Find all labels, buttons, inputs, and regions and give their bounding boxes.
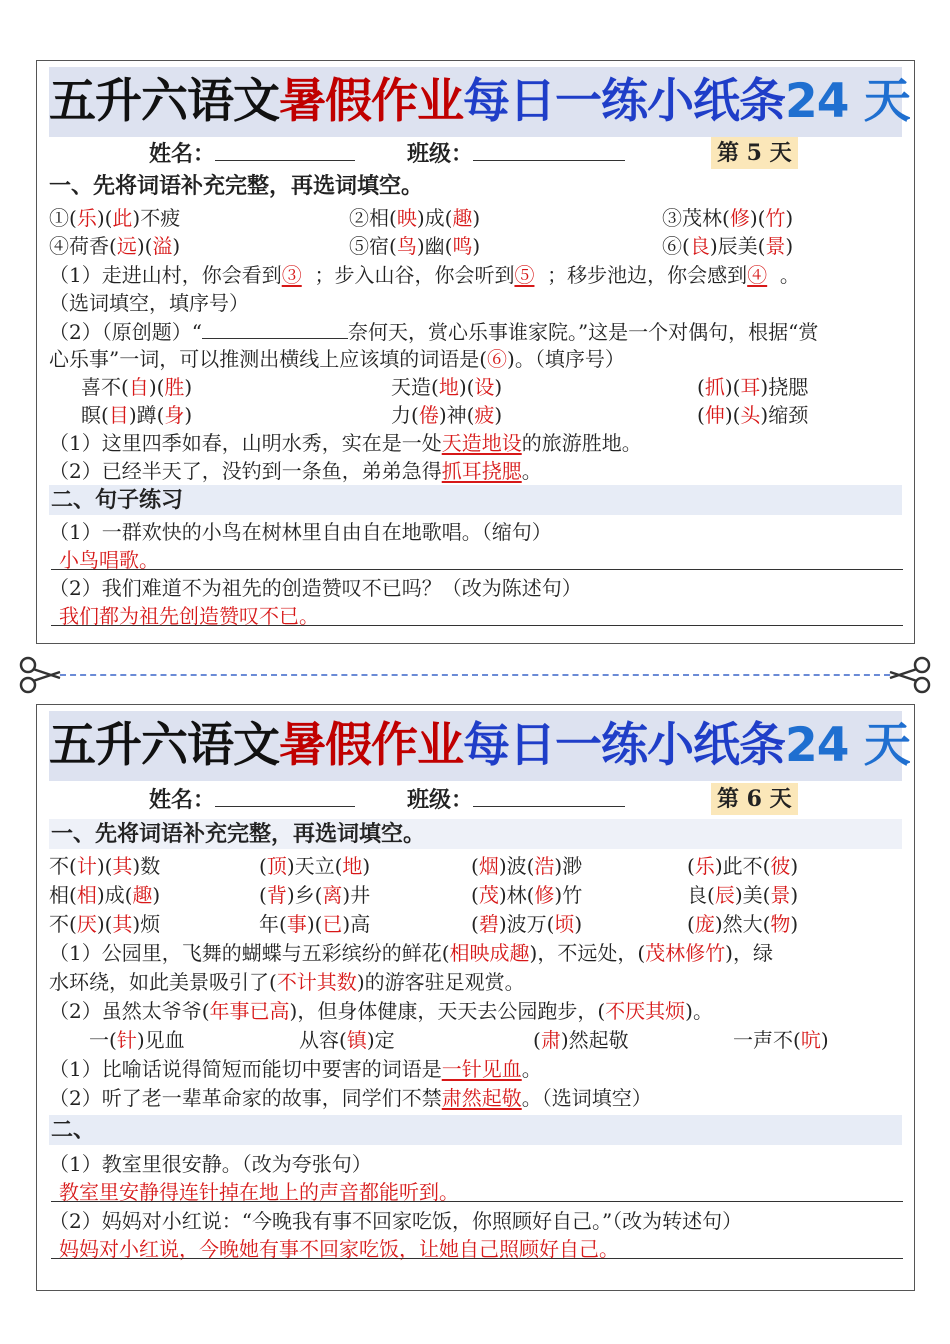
section-1-title: 一、先将词语补充完整，再选词填空。 [49, 173, 424, 199]
question-text: 心乐事”一词，可以推测出横线上应该填的词语是(⑥)。（填序号） [49, 347, 625, 371]
question-fill: （1）这里四季如春，山明水秀，实在是一处天造地设的旅游胜地。 [49, 431, 642, 455]
word-item: (背)乡(离)井 [259, 883, 371, 907]
word-item: 从容(镇)定 [299, 1028, 395, 1052]
question-fill: （1）公园里，飞舞的蝴蝶与五彩缤纷的鲜花(相映成趣)，不远处，(茂林修竹)，绿 [49, 941, 773, 965]
word-item: (碧)波万(顷) [471, 912, 583, 936]
exercise-answer: 妈妈对小红说，今晚她有事不回家吃饭，让她自己照顾好自己。 [59, 1237, 619, 1261]
word-item: ③茂林(修)(竹) [662, 206, 794, 230]
exercise-answer: 小鸟唱歌。 [59, 548, 159, 572]
question-note: （选词填空，填序号） [49, 291, 249, 315]
word-item: 喜不(自)(胜) [81, 375, 193, 399]
section-1-title: 一、先将词语补充完整，再选词填空。 [49, 819, 902, 849]
question-fill: （1）比喻话说得简短而能切中要害的词语是一针见血。 [49, 1057, 542, 1081]
worksheet-day-6 [36, 704, 915, 1291]
answer-line [51, 1201, 903, 1202]
word-item: 不(计)(其)数 [49, 854, 161, 878]
word-item: ①(乐)(此)不疲 [49, 206, 181, 230]
exercise-answer: 教室里安静得连针掉在地上的声音都能听到。 [59, 1180, 459, 1204]
exercise-prompt: （2）我们难道不为祖先的创造赞叹不已吗？（改为陈述句） [49, 576, 582, 600]
exercise-prompt: （2）妈妈对小红说：“今晚我有事不回家吃饭，你照顾好自己。”（改为转述句） [49, 1209, 743, 1233]
word-item: 力(倦)神(疲) [391, 403, 503, 427]
word-item: 天造(地)(设) [391, 375, 503, 399]
word-item: 年(事)(已)高 [259, 912, 371, 936]
word-item: (乐)此不(彼) [687, 854, 799, 878]
word-item: 相(相)成(趣) [49, 883, 161, 907]
word-item: (烟)波(浩)渺 [471, 854, 583, 878]
word-item: (伸)(头)缩颈 [697, 403, 809, 427]
answer-line [51, 1258, 903, 1259]
title-banner: 五升六语文暑假作业每日一练小纸条24 天 [49, 67, 902, 137]
scissors-icon [18, 656, 62, 694]
scissors-icon [888, 656, 932, 694]
section-2-title: 二、句子练习 [49, 485, 902, 515]
word-item: (庞)然大(物) [687, 912, 799, 936]
word-item: 一声不(吭) [733, 1028, 829, 1052]
question-text: （2）（原创题）“ 奈何天，赏心乐事谁家院。”这是一个对偶句，根据“赏 [49, 320, 819, 344]
class-label: 班级： [407, 137, 625, 171]
word-item: ④荷香(远)(溢) [49, 234, 181, 258]
question-fill: 水环绕，如此美景吸引了(不计其数)的游客驻足观赏。 [49, 970, 525, 994]
word-item: ⑥(良)辰美(景) [662, 234, 794, 258]
question-fill: （2）虽然太爷爷(年事已高)，但身体健康，天天去公园跑步，(不厌其烦)。 [49, 999, 713, 1023]
name-label: 姓名： [149, 783, 355, 817]
worksheet-day-5 [36, 60, 915, 644]
question-fill: （1）走进山村，你会看到③ ；步入山谷，你会听到⑤ ；移步池边，你会感到④ 。 [49, 263, 800, 287]
title-banner: 五升六语文暑假作业每日一练小纸条24 天 [49, 711, 902, 781]
word-item: 一(针)见血 [89, 1028, 185, 1052]
question-fill: （2）已经半天了，没钓到一条鱼，弟弟急得抓耳挠腮。 [49, 459, 542, 483]
word-item: (茂)林(修)竹 [471, 883, 583, 907]
word-item: (肃)然起敬 [533, 1028, 629, 1052]
word-item: ②相(映)成(趣) [349, 206, 481, 230]
question-fill: （2）听了老一辈革命家的故事，同学们不禁肃然起敬。（选词填空） [49, 1086, 652, 1110]
section-2-title: 二、 [49, 1115, 902, 1145]
day-badge: 第 5 天 [711, 137, 798, 169]
word-item: 瞑(目)蹲(身) [81, 403, 193, 427]
day-badge: 第 6 天 [711, 783, 798, 815]
word-item: ⑤宿(鸟)幽(鸣) [349, 234, 481, 258]
word-item: 良(辰)美(景) [687, 883, 799, 907]
answer-line [51, 625, 903, 626]
answer-line [51, 569, 903, 570]
class-label: 班级： [407, 783, 625, 817]
cut-line [60, 674, 890, 676]
exercise-prompt: （1）教室里很安静。（改为夸张句） [49, 1152, 372, 1176]
word-item: 不(厌)(其)烦 [49, 912, 161, 936]
name-label: 姓名： [149, 137, 355, 171]
exercise-prompt: （1）一群欢快的小鸟在树林里自由自在地歌唱。（缩句） [49, 520, 552, 544]
exercise-answer: 我们都为祖先创造赞叹不已。 [59, 604, 319, 628]
word-item: (抓)(耳)挠腮 [697, 375, 809, 399]
word-item: (顶)天立(地) [259, 854, 371, 878]
